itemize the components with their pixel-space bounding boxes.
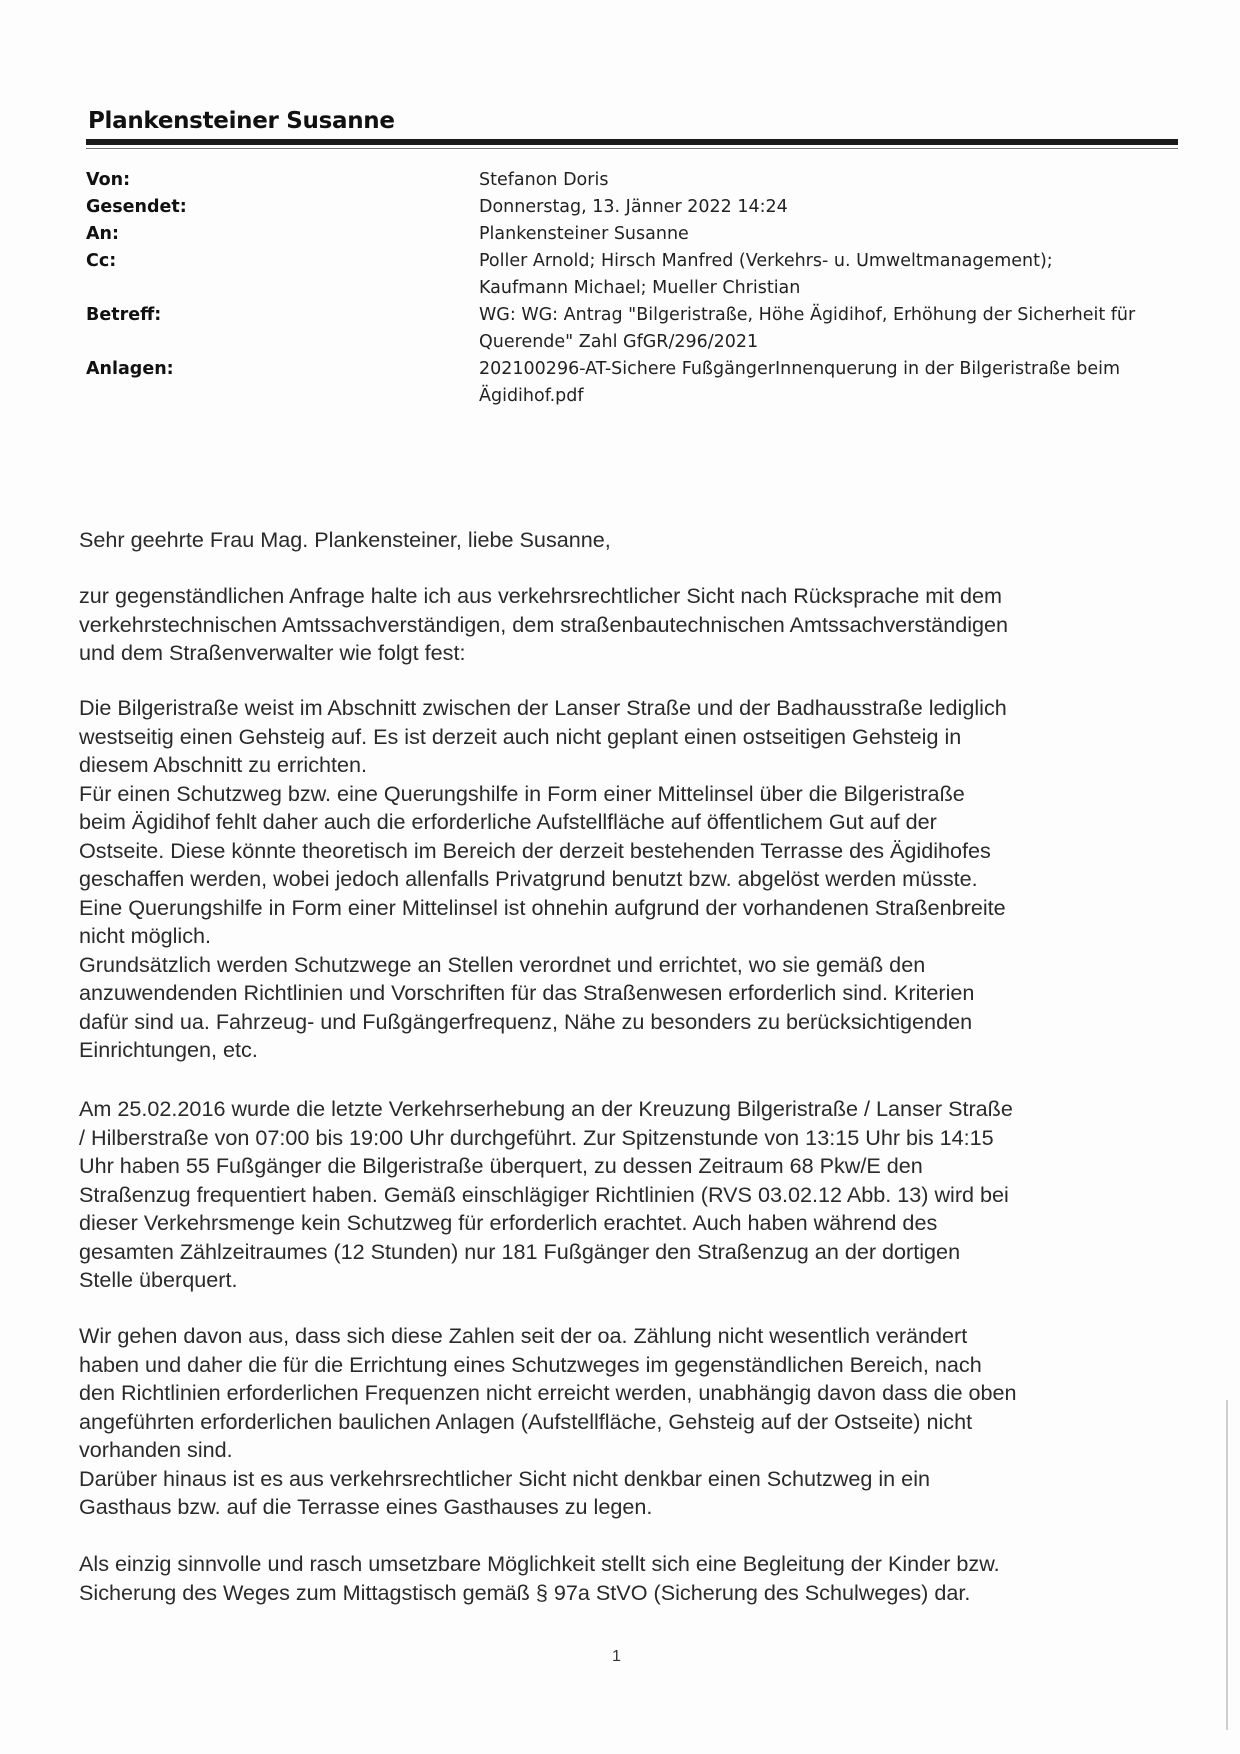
text-line: verkehrstechnischen Amtssachverständigen, dem straßenbautechnischen Amtssachverständigen bbox=[79, 611, 1009, 637]
scan-edge-mark bbox=[1226, 1400, 1228, 1730]
text-line: Als einzig sinnvolle und rasch umsetzbare Möglichkeit stellt sich eine Begleitung der Kinder bzw. bbox=[79, 1551, 1000, 1576]
field-value-from bbox=[479, 167, 1179, 194]
text-line: Gasthaus bzw. auf die Terrasse eines Gasthauses zu legen. bbox=[79, 1494, 653, 1519]
header-rule-thin bbox=[86, 148, 1178, 149]
text-line: vorhanden sind. bbox=[79, 1437, 233, 1462]
text-line: Einrichtungen, etc. bbox=[79, 1037, 258, 1062]
text-line: Ostseite. Diese könnte theoretisch im Bereich der derzeit bestehenden Terrasse des Ägidihofes bbox=[79, 837, 991, 863]
letter-greeting bbox=[79, 526, 1189, 555]
sent-line: Donnerstag, 13. Jänner 2022 14:24 bbox=[479, 197, 788, 217]
attachment-link[interactable]: 202100296-AT-Sichere FußgängerInnenquerung in der Bilgeristraße beim bbox=[479, 359, 1121, 379]
subject-line: Querende" Zahl GfGR/296/2021 bbox=[479, 332, 759, 352]
from-line: Stefanon Doris bbox=[479, 170, 609, 190]
to-line: Plankensteiner Susanne bbox=[479, 224, 689, 244]
letter-paragraph-2 bbox=[79, 694, 1189, 1065]
text-line: Eine Querungshilfe in Form einer Mittelinsel ist ohnehin aufgrund der vorhandenen Straßenbreite bbox=[79, 894, 1006, 920]
attachment-link[interactable]: Ägidihof.pdf bbox=[479, 386, 584, 406]
text-line: und dem Straßenverwalter wie folgt fest: bbox=[79, 640, 466, 665]
text-line: haben und daher die für die Errichtung eines Schutzweges im gegenständlichen Bereich, nach bbox=[79, 1351, 982, 1377]
field-value-to bbox=[479, 221, 1179, 248]
text-line: / Hilberstraße von 07:00 bis 19:00 Uhr durchgeführt. Zur Spitzenstunde von 13:15 Uhr bis 14:15 bbox=[79, 1124, 994, 1150]
text-line: westseitig einen Gehsteig auf. Es ist derzeit auch nicht geplant einen ostseitigen Gehsteig in bbox=[79, 723, 962, 749]
mailbox-owner-name: Plankensteiner Susanne bbox=[88, 108, 395, 134]
text-line: Für einen Schutzweg bzw. eine Querungshilfe in Form einer Mittelinsel über die Bilgeristraße bbox=[79, 780, 965, 806]
text-line: anzuwendenden Richtlinien und Vorschriften für das Straßenwesen erforderlich sind. Kriterien bbox=[79, 980, 975, 1005]
text-line: Wir gehen davon aus, dass sich diese Zahlen seit der oa. Zählung nicht wesentlich verändert bbox=[79, 1323, 968, 1348]
text-line: Uhr haben 55 Fußgänger die Bilgeristraße überquert, zu dessen Zeitraum 68 Pkw/E den bbox=[79, 1153, 923, 1178]
field-value-subject bbox=[479, 302, 1179, 356]
letter-paragraph-5 bbox=[79, 1550, 1189, 1607]
text-line: geschaffen werden, wobei jedoch allenfalls Privatgrund benutzt bzw. abgelöst werden müsste. bbox=[79, 866, 978, 891]
text-line: nicht möglich. bbox=[79, 923, 212, 948]
field-label-cc: Cc: bbox=[86, 251, 117, 271]
text-line: Sicherung des Weges zum Mittagstisch gemäß § 97a StVO (Sicherung des Schulweges) dar. bbox=[79, 1579, 971, 1605]
text-line: zur gegenständlichen Anfrage halte ich aus verkehrsrechtlicher Sicht nach Rücksprache mit dem bbox=[79, 583, 1003, 608]
field-label-to: An: bbox=[86, 224, 120, 244]
field-label-attachments: Anlagen: bbox=[86, 359, 174, 379]
field-value-cc bbox=[479, 248, 1179, 302]
field-value-sent bbox=[479, 194, 1179, 221]
cc-line: Kaufmann Michael; Mueller Christian bbox=[479, 278, 801, 298]
text-line: beim Ägidihof fehlt daher auch die erforderliche Aufstellfläche auf öffentlichem Gut auf der bbox=[79, 809, 937, 834]
text-line: den Richtlinien erforderlichen Frequenzen nicht erreicht werden, unabhängig davon dass die oben bbox=[79, 1380, 1017, 1405]
letter-paragraph-4 bbox=[79, 1322, 1189, 1522]
cc-line: Poller Arnold; Hirsch Manfred (Verkehrs- u. Umweltmanagement); bbox=[479, 251, 1053, 271]
text-line: Straßenzug frequentiert haben. Gemäß einschlägiger Richtlinien (RVS 03.02.12 Abb. 13) wird bei bbox=[79, 1181, 1009, 1207]
text-line: dieser Verkehrsmenge kein Schutzweg für erforderlich erachtet. Auch haben während des bbox=[79, 1210, 938, 1235]
text-line: dafür sind ua. Fahrzeug- und Fußgängerfrequenz, Nähe zu besonders zu berücksichtigenden bbox=[79, 1008, 973, 1034]
subject-line: WG: WG: Antrag "Bilgeristraße, Höhe Ägidihof, Erhöhung der Sicherheit für bbox=[479, 305, 1136, 325]
page-number: 1 bbox=[612, 1648, 621, 1665]
text-line: gesamten Zählzeitraumes (12 Stunden) nur 181 Fußgänger den Straßenzug an der dortigen bbox=[79, 1238, 961, 1264]
field-label-sent: Gesendet: bbox=[86, 197, 187, 217]
text-line: diesem Abschnitt zu errichten. bbox=[79, 752, 368, 777]
field-label-subject: Betreff: bbox=[86, 305, 162, 325]
header-rule bbox=[86, 139, 1178, 145]
letter-paragraph-3 bbox=[79, 1095, 1189, 1295]
text-line: Die Bilgeristraße weist im Abschnitt zwischen der Lanser Straße und der Badhausstraße lediglich bbox=[79, 695, 1007, 720]
text-line: Grundsätzlich werden Schutzwege an Stellen verordnet und errichtet, wo sie gemäß den bbox=[79, 951, 926, 977]
letter-paragraph-1 bbox=[79, 582, 1189, 668]
field-value-attachments bbox=[479, 356, 1179, 410]
greeting-line: Sehr geehrte Frau Mag. Plankensteiner, liebe Susanne, bbox=[79, 527, 611, 552]
text-line: Am 25.02.2016 wurde die letzte Verkehrserhebung an der Kreuzung Bilgeristraße / Lanser Straße bbox=[79, 1096, 1013, 1121]
text-line: angeführten erforderlichen baulichen Anlagen (Aufstellfläche, Gehsteig auf der Ostseite) nicht bbox=[79, 1408, 973, 1434]
text-line: Darüber hinaus ist es aus verkehrsrechtlicher Sicht nicht denkbar einen Schutzweg in ein bbox=[79, 1465, 931, 1491]
text-line: Stelle überquert. bbox=[79, 1267, 238, 1292]
field-label-from: Von: bbox=[86, 170, 131, 190]
